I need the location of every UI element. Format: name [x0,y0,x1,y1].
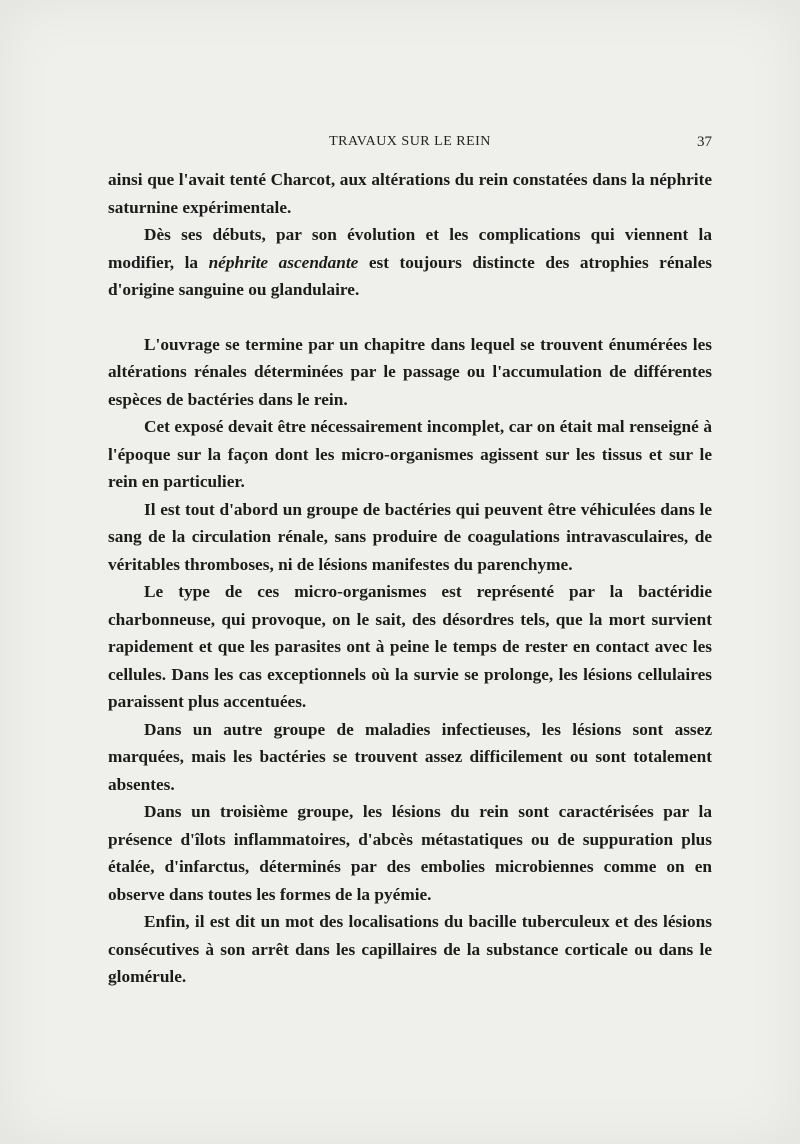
paragraph-1: ainsi que l'avait tenté Charcot, aux altérations du rein constatées dans la néphrite saturnine expérimentale. [108,170,712,217]
paragraph-9: Enfin, il est dit un mot des localisations du bacille tuberculeux et des lésions consécutives à son arrêt dans les capillaires de la substance corticale ou dans le glomérule. [108,912,712,986]
running-head [108,134,712,154]
running-title: TRAVAUX SUR LE REIN [329,134,491,149]
italic-term: néphrite ascendante [208,252,359,272]
paragraph-2 [108,221,712,304]
paragraph-3: L'ouvrage se termine par un chapitre dans lequel se trouvent énumérées les altérations rénales déterminées par le passage ou l'accumulation de différentes espèces de bactéries dans le rein. [108,334,712,409]
paragraph-7: Dans un autre groupe de maladies infectieuses, les lésions sont assez marquées, mais les bactéries se trouvent assez difficilement ou sont totalement absentes. [108,719,712,794]
paragraph-2-start: Dès ses débuts, par son évolution et les complications qui viennent la modifier, la [108,225,712,272]
paragraph-6: Le type de ces micro-organismes est représenté par la bactéridie charbonneuse, qui provoque, on le sait, des désordres tels, que la mort survient rapidement et que les parasites ont à peine le temps de rester en contact avec les cellules. Dans les cas exceptionnels où la survie se prolonge, les lésions cellulaires paraissent plus accentuées. [108,582,712,711]
paragraph-5: Il est tout d'abord un groupe de bactéries qui peuvent être véhiculées dans le sang de la circulation rénale, sans produire de coagulations intravasculaires, de véritables thromboses, ni de lésions manifestes du parenchyme. [108,499,712,574]
paragraph-4: Cet exposé devait être nécessairement incomplet, car on était mal renseigné à l'époque sur la façon dont les micro-organismes agissent sur les tissus et sur le rein en particulier. [108,417,712,491]
paragraph-8: Dans un troisième groupe, les lésions du rein sont caractérisées par la présence d'îlots inflammatoires, d'abcès métastatiques ou de suppuration plus étalée, d'infarctus, déterminés par des embolies microbiennes comme on en observe dans toutes les formes de la pyémie. [108,802,712,904]
paragraph-2-end: est toujours distincte des atrophies rénales d'origine sanguine ou glandulaire. [108,252,712,299]
page-number: 37 [697,134,712,150]
body-text [108,166,712,991]
